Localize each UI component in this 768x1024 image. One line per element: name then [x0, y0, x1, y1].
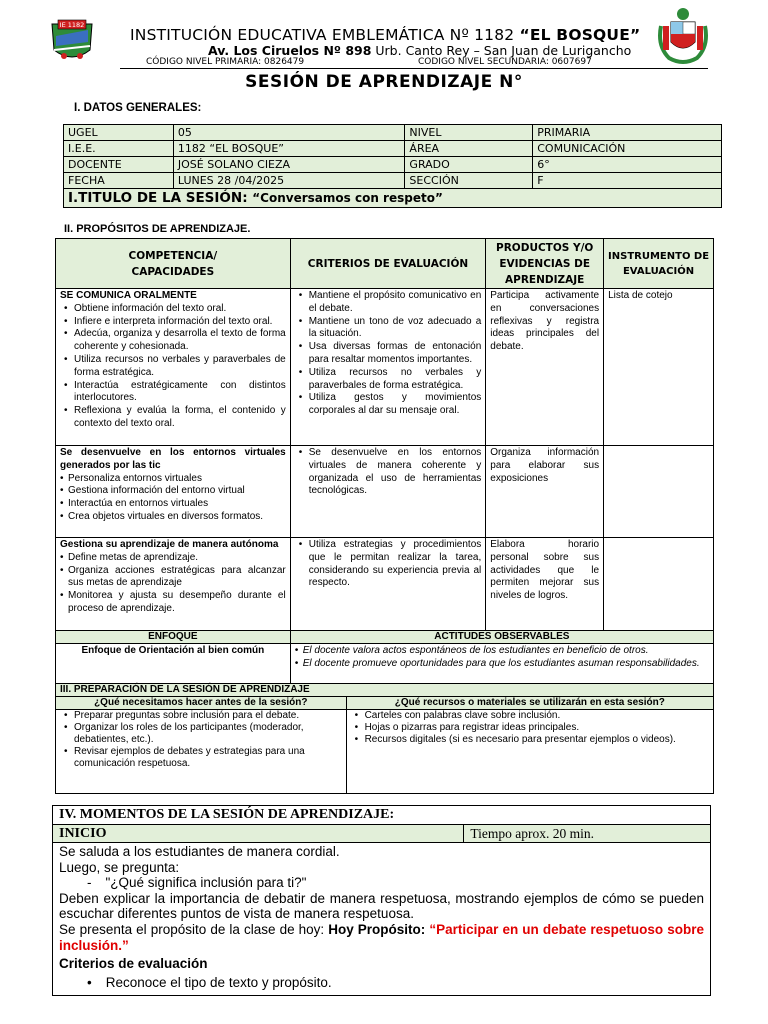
- list-item: • Preparar preguntas sobre inclusión para el debate.: [60, 710, 342, 722]
- focus-header: ENFOQUE: [56, 631, 291, 644]
- list-item: • Utiliza gestos y movimientos corporales al dar su mensaje oral.: [295, 392, 482, 418]
- table-row: [56, 538, 714, 631]
- moments-heading: IV. MOMENTOS DE LA SESIÓN DE APRENDIZAJE:: [53, 806, 711, 825]
- session-title-row: [64, 189, 722, 208]
- start-body: [53, 843, 711, 996]
- question-line: - "¿Qué significa inclusión para ti?": [87, 875, 307, 891]
- table-row: [56, 446, 714, 538]
- table-row: [56, 289, 714, 446]
- school-logo: [46, 16, 98, 66]
- level-label: NIVEL: [405, 125, 533, 141]
- list-item: • Define metas de aprendizaje.: [60, 552, 286, 565]
- products-header: PRODUCTOS Y/O EVIDENCIAS DE APRENDIZAJE: [486, 239, 604, 289]
- moments-table: [52, 805, 711, 996]
- list-item: • Monitorea y ajusta su desempeño durante el proceso de aprendizaje.: [60, 590, 286, 616]
- competence-header: COMPETENCIA/ CAPACIDADES: [56, 239, 291, 289]
- list-item: • Interactúa en entornos virtuales: [60, 498, 286, 511]
- list-item: • Personaliza entornos virtuales: [60, 473, 286, 486]
- level-codes: [146, 57, 626, 67]
- preparation-question-row: [56, 697, 714, 710]
- criteria-cell: [290, 289, 486, 446]
- product-cell: Organiza información para elaborar sus exposiciones: [486, 446, 604, 538]
- table-header-row: [56, 239, 714, 289]
- materials-question: ¿Qué recursos o materiales se utilizarán en esta sesión?: [346, 697, 713, 710]
- question-intro: Luego, se pregunta:: [59, 859, 180, 875]
- table-row: [64, 173, 722, 189]
- purposes-table: [55, 238, 714, 685]
- list-item: • Carteles con palabras clave sobre inclusión.: [351, 710, 709, 722]
- list-item: • El docente valora actos espontáneos de los estudiantes en beneficio de otros.: [295, 645, 709, 658]
- competence-cell: [56, 446, 291, 538]
- table-row: [64, 125, 722, 141]
- list-item: • Recursos digitales (si es necesario para presentar ejemplos o videos).: [351, 734, 709, 746]
- list-item: • Obtiene información del texto oral.: [60, 303, 286, 316]
- preparation-row: [56, 710, 714, 794]
- ugel-value: 05: [173, 125, 405, 141]
- list-item: • Utiliza recursos no verbales y paraverbales de forma estratégica.: [295, 367, 482, 393]
- list-item: • El docente promueve oportunidades para que los estudiantes asuman responsabilidades.: [295, 658, 709, 671]
- teacher-label: DOCENTE: [64, 157, 174, 173]
- focus-row: [56, 644, 714, 685]
- list-item: • Usa diversas formas de entonación para resaltar momentos importantes.: [295, 341, 482, 367]
- competence-name: SE COMUNICA ORALMENTE: [60, 290, 197, 301]
- list-item: • Mantiene el propósito comunicativo en el debate.: [295, 290, 482, 316]
- session-title-cell: I.TITULO DE LA SESIÓN: “Conversamos con respeto”: [64, 189, 722, 208]
- moments-heading-row: [53, 806, 711, 825]
- instrument-cell: [604, 538, 714, 631]
- grade-value: 6°: [533, 157, 722, 173]
- list-item: • Utiliza estrategias y procedimientos que le permitan realizar la tarea, considerando su experiencia previa al respecto.: [295, 539, 482, 590]
- start-label: INICIO: [53, 825, 464, 843]
- date-value: LUNES 28 /04/2025: [173, 173, 405, 189]
- start-time: Tiempo aprox. 20 min.: [464, 825, 711, 843]
- preparation-heading: III. PREPARACIÓN DE LA SESIÓN DE APRENDIZAJE: [56, 684, 714, 697]
- product-cell: Participa activamente en conversaciones reflexivas y registra ideas principales del debate.: [486, 289, 604, 446]
- ugel-label: UGEL: [64, 125, 174, 141]
- section-label: SECCIÓN: [405, 173, 533, 189]
- table-row: [64, 141, 722, 157]
- criteria-heading: Criterios de evaluación: [59, 956, 208, 972]
- criteria-header: CRITERIOS DE EVALUACIÓN: [290, 239, 486, 289]
- table-row: [64, 157, 722, 173]
- list-item: • Revisar ejemplos de debates y estrategias para una comunicación respetuosa.: [60, 746, 342, 770]
- competence-cell: [56, 538, 291, 631]
- list-item: • Interactúa estratégicamente con distintos interlocutores.: [60, 380, 286, 406]
- list-item: • Gestiona información del entorno virtual: [60, 485, 286, 498]
- purpose-line: Se presenta el propósito de la clase de hoy: Hoy Propósito: “Participar en un debate respetuoso sobre inclusión.”: [59, 921, 704, 953]
- level-value: PRIMARIA: [533, 125, 722, 141]
- section-value: F: [533, 173, 722, 189]
- area-label: ÁREA: [405, 141, 533, 157]
- instrument-cell: Lista de cotejo: [604, 289, 714, 446]
- primary-code: CÓDIGO NIVEL PRIMARIA: 0826479: [146, 57, 305, 67]
- focus-header-row: [56, 631, 714, 644]
- greeting-text: Se saluda a los estudiantes de manera cordial.: [59, 844, 340, 859]
- debate-explanation: Deben explicar la importancia de debatir de manera respetuosa, mostrando ejemplos de cómo se pueden escuchar diferentes puntos de vista de manera respetuosa.: [59, 890, 704, 922]
- preparation-table: [55, 683, 714, 794]
- start-body-row: [53, 843, 711, 996]
- grade-label: GRADO: [405, 157, 533, 173]
- instrument-header: INSTRUMENTO DE EVALUACIÓN: [604, 239, 714, 289]
- materials-cell: [346, 710, 713, 794]
- list-item: • Reflexiona y evalúa la forma, el contenido y contexto del texto oral.: [60, 405, 286, 431]
- competence-name: Gestiona su aprendizaje de manera autónoma: [60, 539, 279, 550]
- attitudes-header: ACTITUDES OBSERVABLES: [290, 631, 713, 644]
- before-question: ¿Qué necesitamos hacer antes de la sesión?: [56, 697, 347, 710]
- criteria-item: • Reconoce el tipo de texto y propósito.: [87, 974, 332, 990]
- list-item: • Mantiene un tono de voz adecuado a la situación.: [295, 316, 482, 342]
- school-value: 1182 “EL BOSQUE”: [173, 141, 405, 157]
- focus-cell: Enfoque de Orientación al bien común: [56, 644, 291, 685]
- teacher-value: JOSÉ SOLANO CIEZA: [173, 157, 405, 173]
- product-cell: Elabora horario personal sobre sus actividades que le permiten mejorar sus niveles de logros.: [486, 538, 604, 631]
- header-divider: [120, 68, 708, 69]
- area-value: COMUNICACIÓN: [533, 141, 722, 157]
- competence-cell: [56, 289, 291, 446]
- general-data-heading: I. DATOS GENERALES:: [74, 102, 202, 114]
- institution-title: INSTITUCIÓN EDUCATIVA EMBLEMÁTICA Nº 1182 “EL BOSQUE”: [130, 26, 641, 44]
- competence-name: Se desenvuelve en los entornos virtuales generados por las tic: [60, 447, 286, 471]
- before-cell: [56, 710, 347, 794]
- session-title: SESIÓN DE APRENDIZAJE N°: [245, 72, 523, 92]
- criteria-cell: [290, 446, 486, 538]
- institution-address: Av. Los Ciruelos Nº 898 Urb. Canto Rey – San Juan de Lurigancho: [208, 43, 632, 58]
- criteria-cell: [290, 538, 486, 631]
- peru-coat-of-arms-logo: [655, 6, 711, 66]
- purposes-heading: II. PROPÓSITOS DE APRENDIZAJE.: [64, 223, 251, 235]
- list-item: • Adecúa, organiza y desarrolla el texto de forma coherente y cohesionada.: [60, 328, 286, 354]
- list-item: • Utiliza recursos no verbales y paraverbales de forma estratégica.: [60, 354, 286, 380]
- list-item: • Organizar los roles de los participantes (moderador, debatientes, etc.).: [60, 722, 342, 746]
- svg-text:IE 1182: IE 1182: [59, 21, 85, 29]
- preparation-heading-row: [56, 684, 714, 697]
- list-item: • Hojas o pizarras para registrar ideas principales.: [351, 722, 709, 734]
- list-item: • Crea objetos virtuales en diversos formatos.: [60, 511, 286, 524]
- list-item: • Se desenvuelve en los entornos virtuales de manera coherente y organizada el uso de herramientas tecnológicas.: [295, 447, 482, 498]
- school-label: I.E.E.: [64, 141, 174, 157]
- attitudes-cell: [290, 644, 713, 685]
- list-item: • Organiza acciones estratégicas para alcanzar sus metas de aprendizaje: [60, 565, 286, 591]
- date-label: FECHA: [64, 173, 174, 189]
- instrument-cell: [604, 446, 714, 538]
- list-item: • Infiere e interpreta información del texto oral.: [60, 316, 286, 329]
- general-data-table: [63, 124, 722, 208]
- start-row: [53, 825, 711, 843]
- secondary-code: CODIGO NIVEL SECUNDARIA: 0607697: [418, 57, 592, 67]
